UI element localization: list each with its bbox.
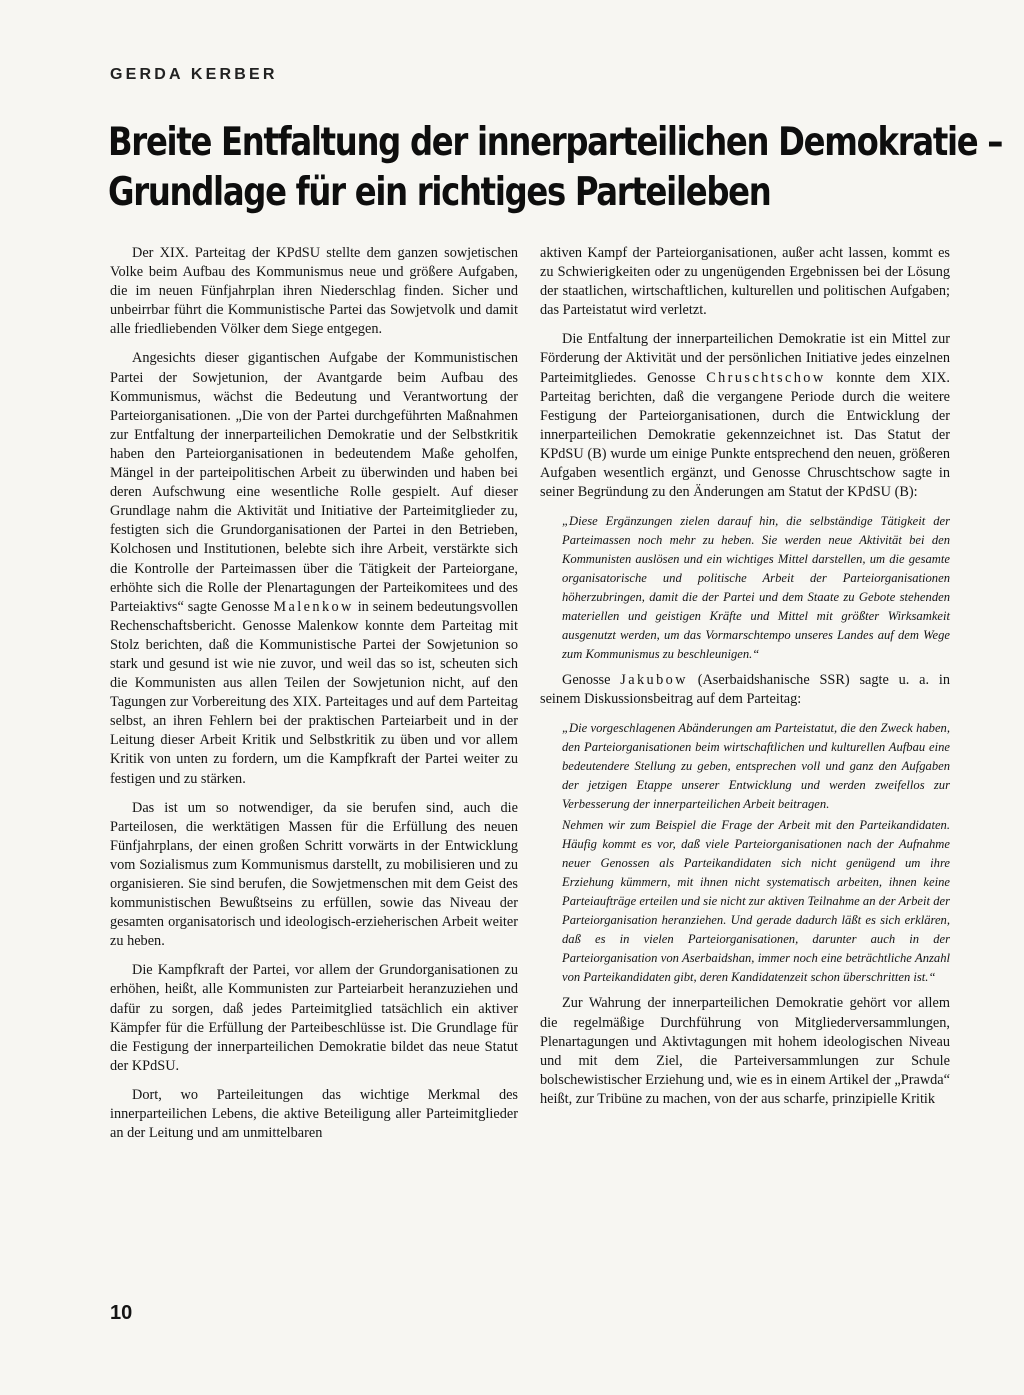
paragraph-text: in seinem bedeutungsvollen Rechenschaftsbericht. Genosse Malenkow konnte dem Parteitag mit Stolz berichten, daß die Kommunistische Partei der Sowjetunion so stark und gesund ist wie nie zuvor, und weil das so ist, scheuten sich die Kommunisten aus allen Teilen der Sowjetunion nicht, auf den Tagungen zur Vorbereitung des XIX. Parteitages und auf dem Parteitag selbst, an ihren Fehlern bei der praktischen Parteiarbeit und in der Leitung dieser Arbeit Kritik und Selbstkritik zu üben und vor allem Kritik von unten zu fordern, um die Kampfkraft der Partei weiter zu festigen und zu stärken. xyxy=(110,598,519,787)
paragraph: aktiven Kampf der Parteiorganisationen, außer acht lassen, kommt es zu Schwierigkeiten oder zu ungenügenden Ergebnissen bei der Lösung der staatlichen, wirtschaftlichen, kulturellen und politischen Aufgaben; das Parteistatut wird verletzt. xyxy=(540,245,950,319)
article-title xyxy=(108,118,1003,218)
spaced-name: Malenkow xyxy=(273,598,354,615)
left-column xyxy=(110,244,518,1153)
block-quote: „Diese Ergänzungen zielen darauf hin, die selbständige Tätigkeit der Parteimassen noch mehr zu heben. Sie werden neue Aktivität bei den Kommunisten auslösen und ein wichtiges Mittel darstellen, um die gesamte organisatorische und politische Arbeit der Parteiorganisationen höherzubringen, damit die der Partei und dem Staate zu Gebote stehenden materiellen und geistigen Kräfte und Mittel mit größter Wirksamkeit ausgenutzt werden, um das Vormarschtempo unseres Landes auf dem Wege zum Kommunismus zu beschleunigen.“ xyxy=(562,514,950,662)
spaced-name: Jakubow xyxy=(620,672,688,689)
title-line-2: Grundlage für ein richtiges Parteileben xyxy=(108,170,771,215)
title-line-1: Breite Entfaltung der innerparteilichen Demokratie – xyxy=(108,120,1003,165)
block-quote: Nehmen wir zum Beispiel die Frage der Arbeit mit den Parteikandidaten. Häufig kommt es vor, daß viele Parteiorganisationen nach der Aufnahme neuer Genossen als Parteikandidaten sich nicht genügend um ihre Erziehung kümmern, mit ihnen nicht systematisch arbeiten, ihnen keine Parteiaufträge erteilen und sie nicht zur aktiven Teilnahme an der Arbeit der Parteiorganisation heranziehen. Und gerade dadurch läßt es sich erklären, daß es in vielen Parteiorganisationen, darunter auch in der Parteiorganisation von Aserbaidshan, immer noch eine beträchtliche Anzahl von Parteikandidaten gibt, deren Kandidatenzeit schon überschritten ist.“ xyxy=(562,818,950,985)
paragraph: Die Kampfkraft der Partei, vor allem der Grundorganisationen zu erhöhen, heißt, alle Kommunisten zur Parteiarbeit heranzuziehen und dafür zu sorgen, daß jedes Parteimitglied tatsächlich ein aktiver Kämpfer für die Erfüllung der Parteibeschlüsse ist. Die Grundlage für die Festigung der innerparteilichen Demokratie bildet das neue Statut der KPdSU. xyxy=(110,962,518,1074)
block-quote: „Die vorgeschlagenen Abänderungen am Parteistatut, die den Zweck haben, den Parteiorganisationen beim wirtschaftlichen und kulturellen Aufbau eine bedeutendere Stellung zu geben, entsprechen voll und ganz den Aufgaben der jetzigen Etappe unserer Entwicklung und werden zweifellos zur Verbesserung der innerparteilichen Arbeit beitragen. xyxy=(562,721,950,812)
paragraph: Der XIX. Parteitag der KPdSU stellte dem ganzen sowjetischen Volke beim Aufbau des Kommunismus neue und größere Aufgaben, die im neuen Fünfjahrplan ihren Niederschlag finden. Sicher und unbeirrbar führt die Kommunistische Partei das Sowjetvolk und damit alle friedliebenden Völker dem Siege entgegen. xyxy=(110,245,518,338)
paragraph xyxy=(540,330,950,502)
paragraph-text: konnte dem XIX. Parteitag berichten, daß die vergangene Periode durch die weitere Festigung der Parteiorganisationen, durch die Entwicklung der innerparteilichen Demokratie gekennzeichnet ist. Das Statut der KPdSU (B) wurde um einige Punkte entsprechend den neuen, größeren Aufgaben wesentlich ergänzt, und Genosse Chruschtschow sagte in seiner Begründung zu den Änderungen am Statut der KPdSU (B): xyxy=(540,369,950,501)
paragraph-text: Die Entfaltung der innerparteilichen Demokratie ist ein Mittel zur Förderung der Aktivität und der persönlichen Initiative jedes einzelnen Parteimitgliedes. Genosse xyxy=(540,331,950,386)
author-name: GERDA KERBER xyxy=(110,66,278,83)
paragraph xyxy=(540,671,950,709)
paragraph: Zur Wahrung der innerparteilichen Demokratie gehört vor allem die regelmäßige Durchführung von Mitgliederversammlungen, Plenartagungen und Aktivtagungen mit hohem ideologischen Niveau und mit dem Ziel, die Parteiversammlungen zur Schule bolschewistischer Erziehung und, wie es in einem Artikel der „Prawda“ heißt, zur Tribüne zu machen, von der aus scharfe, prinzipielle Kritik xyxy=(540,995,950,1107)
paragraph-text: Genosse xyxy=(562,672,611,689)
paragraph-text: (Aserbaidshanische SSR) sagte u. a. in seinem Diskussionsbeitrag auf dem Parteitag: xyxy=(540,672,951,708)
paragraph: Das ist um so notwendiger, da sie berufen sind, auch die Parteilosen, die werktätigen Massen für die Erfüllung des neuen Fünfjahrplans, der einen großen Schritt vorwärts in der Entwicklung vom Sozialismus zum Kommunismus darstellt, zu mobilisieren und zu organisieren. Sie sind berufen, die Sowjetmenschen mit dem Geist des kommunistischen Bewußtseins zu erfüllen, sowie das Niveau der gesamten organisatorisch und ideologisch-erzieherischen Arbeit weiter zu heben. xyxy=(110,799,518,950)
right-column xyxy=(540,244,950,1119)
page-number: 10 xyxy=(110,1302,133,1324)
paragraph xyxy=(110,349,518,788)
paragraph-text: Angesichts dieser gigantischen Aufgabe der Kommunistischen Partei der Sowjetunion, der Avantgarde beim Aufbau des Kommunismus, wächst die Bedeutung und Verantwortung der Parteiorganisationen. „Die von der Partei durchgeführten Maßnahmen zur Entfaltung der innerparteilichen Demokratie und der Selbstkritik haben den Parteiorganisationen in bedeutendem Maße geholfen, Mängel in der parteipolitischen Arbeit zu überwinden und haben bei deren Aufschwung eine wesentliche Rolle gespielt. Auf dieser Grundlage nahm die Aktivität und Initiative der Parteimitglieder zu, festigten sich die Grundorganisationen der Partei in den Betrieben, Kolchosen und Institutionen, belebte sich ihre Arbeit, verstärkte sich die Kontrolle der Parteimassen über die Tätigkeit der Parteiorgane, erhöhte sich die Rolle der Plenartagungen der Parteikomitees und des Parteiaktivs“ sagte Genosse xyxy=(110,350,518,615)
spaced-name: Chruschtschow xyxy=(706,369,826,386)
paragraph: Dort, wo Parteileitungen das wichtige Merkmal des innerparteilichen Lebens, die aktive Beteiligung aller Parteimitglieder an der Leitung und am unmittelbaren xyxy=(110,1086,518,1142)
